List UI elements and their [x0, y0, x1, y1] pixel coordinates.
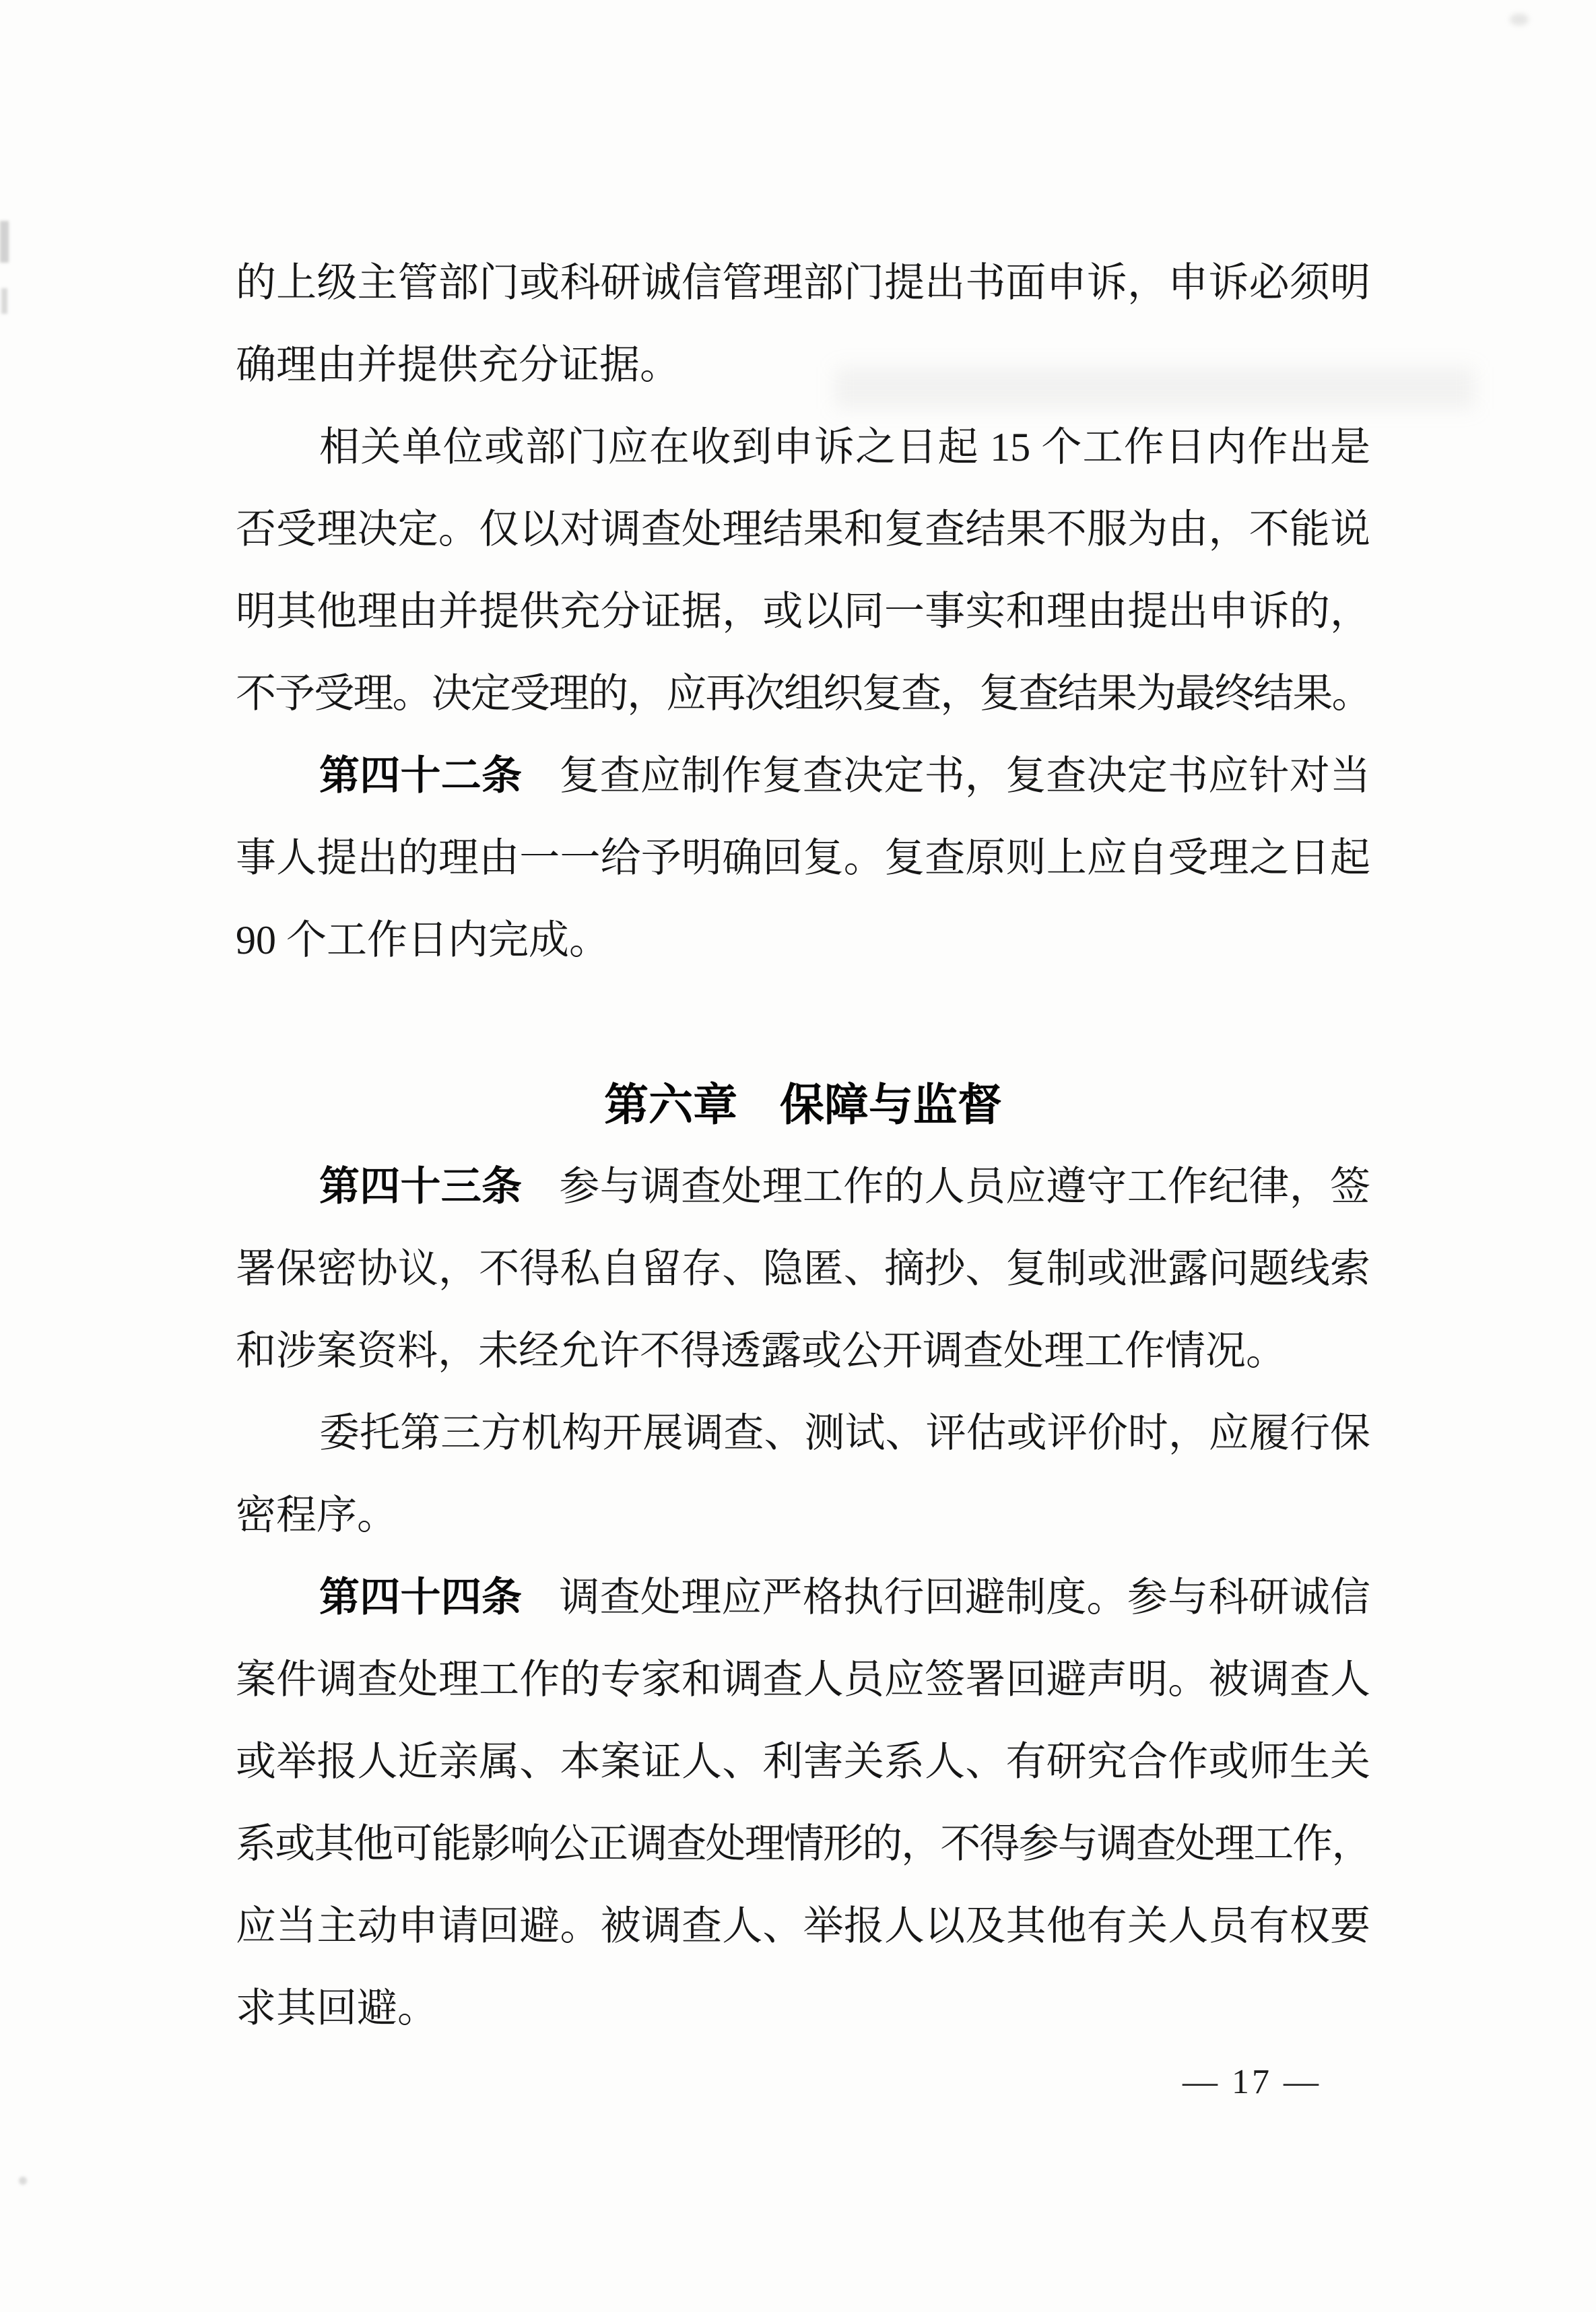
text-line [236, 653, 1370, 735]
line-text: 复查应制作复查决定书，复查决定书应针对当 [559, 754, 1371, 798]
page-number: — 17 — [1183, 2063, 1321, 2101]
text-line [236, 324, 1370, 406]
line-text: 相关单位或部门应在收到申诉之日起 15 个工作日内作出是 [319, 425, 1370, 469]
text-line [236, 899, 1370, 981]
chapter-number: 第六章 [604, 1080, 738, 1129]
line-text: 确理由并提供充分证据。 [236, 343, 680, 387]
text-line-article-42 [236, 735, 1370, 817]
text-line [236, 488, 1370, 570]
scan-speck [19, 2177, 27, 2185]
text-line [236, 1803, 1370, 1885]
text-line [236, 1885, 1370, 1967]
line-text: 系或其他可能影响公正调查处理情形的，不得参与调查处理工作， [236, 1822, 1370, 1866]
article-number: 第四十四条 [319, 1575, 523, 1620]
line-text: 应当主动申请回避。被调查人、举报人以及其他有关人员有权要 [236, 1904, 1370, 1948]
line-text: 或举报人近亲属、本案证人、利害关系人、有研究合作或师生关 [236, 1740, 1370, 1784]
line-text: 90 个工作日内完成。 [236, 918, 609, 962]
text-line [236, 406, 1370, 488]
text-line [236, 1310, 1370, 1392]
scan-speck [1510, 13, 1529, 26]
line-text: 否受理决定。仅以对调查处理结果和复查结果不服为由，不能说 [236, 507, 1370, 552]
text-line [236, 1721, 1370, 1803]
text-line-article-43 [236, 1146, 1370, 1228]
line-text: 案件调查处理工作的专家和调查人员应签署回避声明。被调查人 [236, 1657, 1370, 1702]
text-line [236, 817, 1370, 899]
article-number: 第四十三条 [319, 1164, 523, 1209]
chapter-heading [236, 1063, 1370, 1146]
document-text-block [236, 242, 1370, 2049]
text-line [236, 1392, 1370, 1474]
scan-edge-mark [0, 221, 9, 263]
text-line [236, 242, 1370, 324]
text-line [236, 1639, 1370, 1721]
line-text: 署保密协议，不得私自留存、隐匿、摘抄、复制或泄露问题线索 [236, 1247, 1370, 1291]
text-line [236, 1228, 1370, 1310]
text-line [236, 1967, 1370, 2049]
line-text: 事人提出的理由一一给予明确回复。复查原则上应自受理之日起 [236, 836, 1370, 880]
line-text: 密程序。 [236, 1493, 397, 1538]
article-number: 第四十二条 [319, 753, 523, 798]
line-text: 不予受理。决定受理的，应再次组织复查，复查结果为最终结果。 [236, 671, 1370, 716]
text-line [236, 570, 1370, 653]
line-text: 明其他理由并提供充分证据，或以同一事实和理由提出申诉的， [236, 589, 1370, 634]
line-text: 参与调查处理工作的人员应遵守工作纪律，签 [559, 1164, 1371, 1209]
line-text: 求其回避。 [236, 1986, 438, 2030]
line-text: 的上级主管部门或科研诚信管理部门提出书面申诉，申诉必须明 [236, 261, 1370, 305]
text-line-article-44 [236, 1556, 1370, 1639]
line-text: 调查处理应严格执行回避制度。参与科研诚信 [559, 1575, 1371, 1620]
chapter-title: 保障与监督 [779, 1080, 1002, 1129]
text-line [236, 1474, 1370, 1556]
scan-edge-mark [1, 288, 7, 314]
line-text: 和涉案资料，未经允许不得透露或公开调查处理工作情况。 [236, 1329, 1286, 1373]
line-text: 委托第三方机构开展调查、测试、评估或评价时，应履行保 [319, 1411, 1370, 1455]
